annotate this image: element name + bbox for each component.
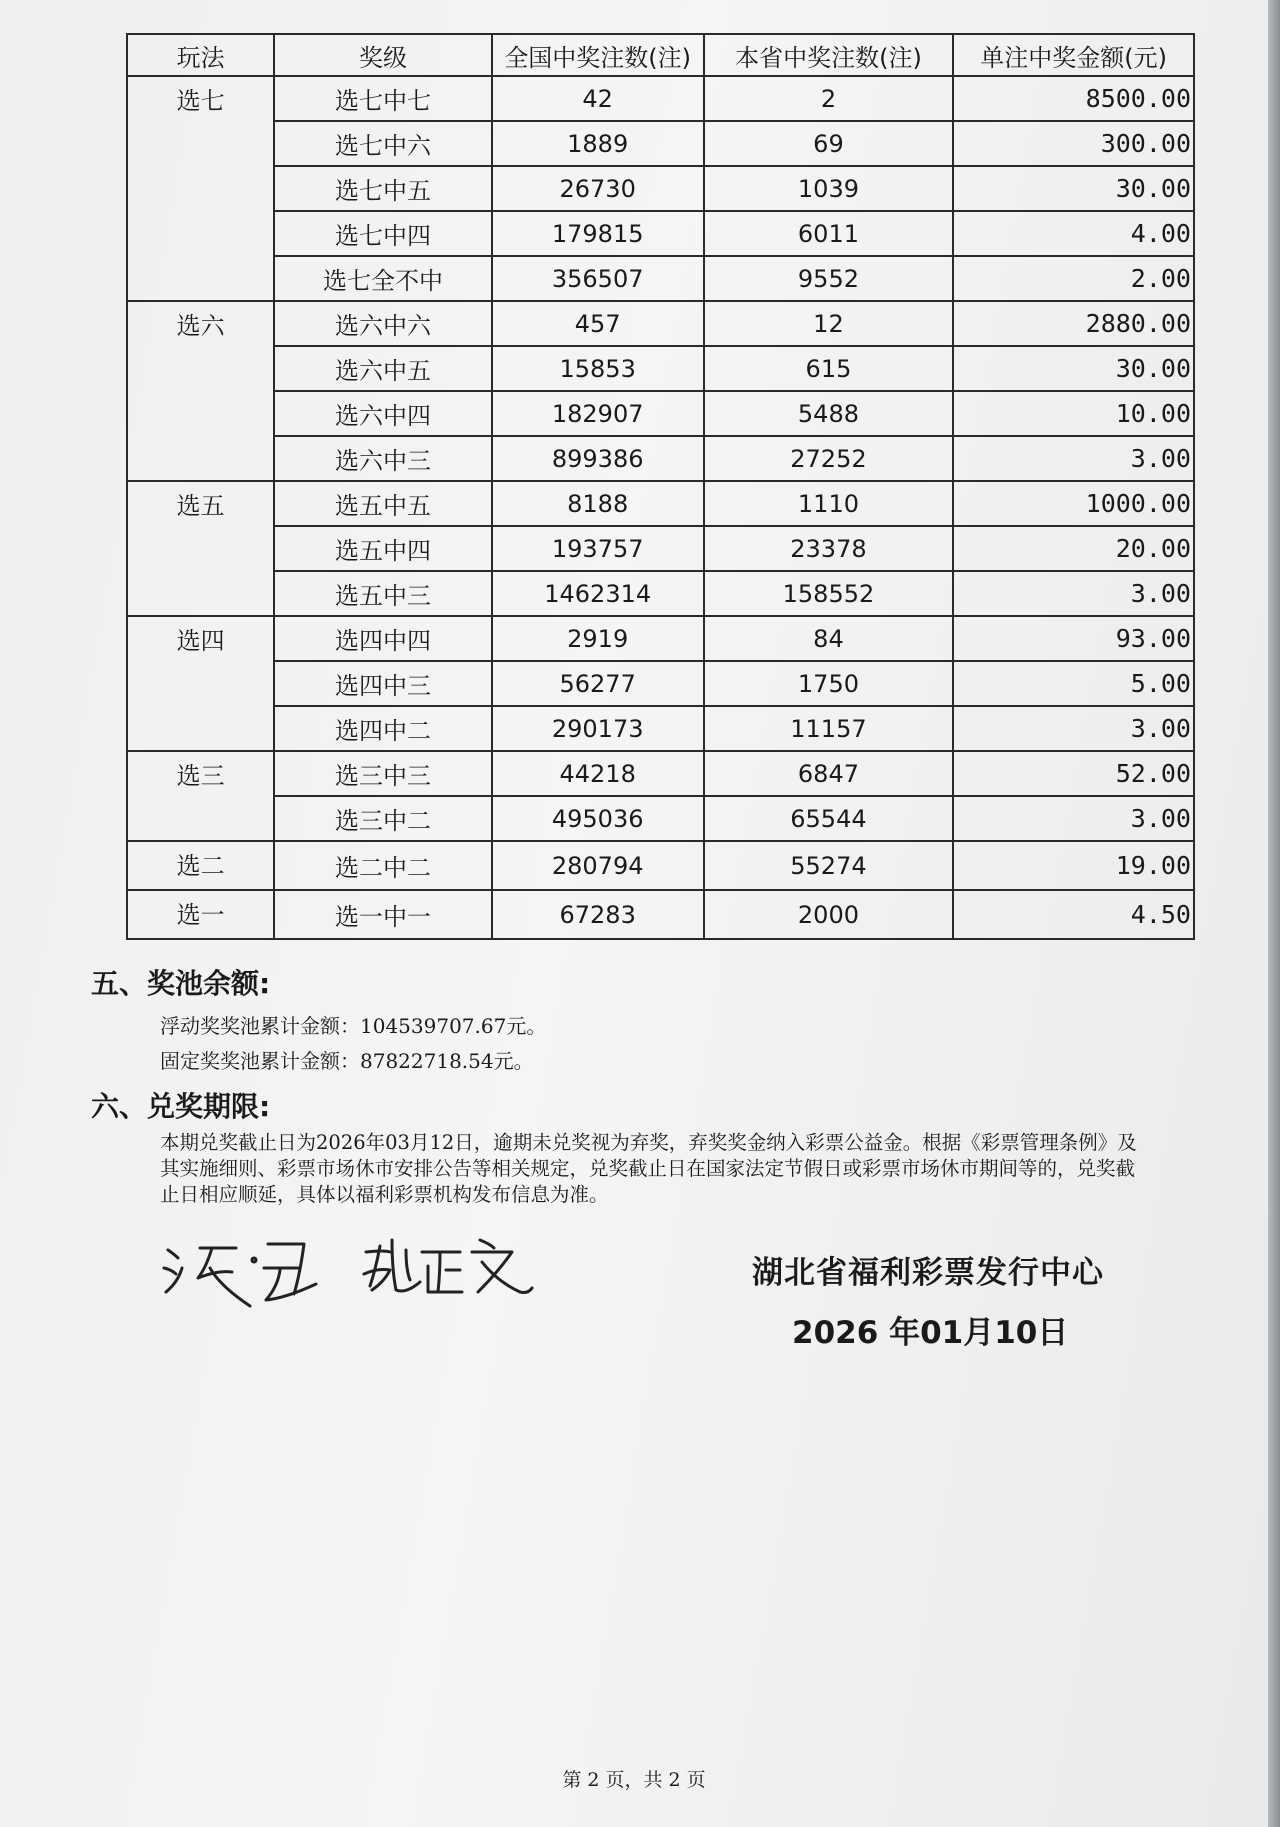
header-province-count: 本省中奖注数(注)	[704, 34, 954, 76]
table-row	[127, 890, 1194, 939]
issuer-organization: 湖北省福利彩票发行中心	[752, 1255, 1104, 1291]
prize-level-cell: 选七中六	[274, 121, 491, 166]
national-count-cell: 193757	[492, 526, 704, 571]
prize-amount-cell: 2.00	[953, 256, 1194, 301]
prize-amount-cell: 19.00	[953, 841, 1194, 890]
prize-level-cell: 选六中三	[274, 436, 491, 481]
national-count-cell: 56277	[492, 661, 704, 706]
province-count-cell: 158552	[704, 571, 954, 616]
province-count-cell: 1039	[704, 166, 954, 211]
header-national-count: 全国中奖注数(注)	[492, 34, 704, 76]
prize-amount-cell: 8500.00	[953, 76, 1194, 121]
prize-amount-cell: 3.00	[953, 571, 1194, 616]
province-count-cell: 69	[704, 121, 954, 166]
header-level: 奖级	[274, 34, 491, 76]
national-count-cell: 179815	[492, 211, 704, 256]
prize-amount-cell: 30.00	[953, 346, 1194, 391]
national-count-cell: 2919	[492, 616, 704, 661]
play-type-cell: 选五	[127, 481, 274, 616]
province-count-cell: 6011	[704, 211, 954, 256]
page-footer: 第 2 页，共 2 页	[562, 1769, 706, 1791]
table-row	[127, 391, 1194, 436]
province-count-cell: 65544	[704, 796, 954, 841]
province-count-cell: 84	[704, 616, 954, 661]
prize-level-cell: 选二中二	[274, 841, 491, 890]
national-count-cell: 280794	[492, 841, 704, 890]
prize-level-cell: 选四中四	[274, 616, 491, 661]
national-count-cell: 44218	[492, 751, 704, 796]
province-count-cell: 2000	[704, 890, 954, 939]
pool-section-title: 五、奖池余额:	[91, 967, 271, 1000]
prize-amount-cell: 3.00	[953, 796, 1194, 841]
prize-amount-cell: 93.00	[953, 616, 1194, 661]
table-row	[127, 436, 1194, 481]
table-row	[127, 751, 1194, 796]
prize-level-cell: 选三中二	[274, 796, 491, 841]
national-count-cell: 356507	[492, 256, 704, 301]
prize-amount-cell: 300.00	[953, 121, 1194, 166]
table-row	[127, 526, 1194, 571]
prize-level-cell: 选五中四	[274, 526, 491, 571]
play-type-cell: 选七	[127, 76, 274, 301]
prize-table	[126, 33, 1195, 940]
prize-level-cell: 选七中七	[274, 76, 491, 121]
header-prize-amount: 单注中奖金额(元)	[953, 34, 1194, 76]
national-count-cell: 26730	[492, 166, 704, 211]
deadline-section-title: 六、兑奖期限:	[91, 1090, 271, 1123]
national-count-cell: 495036	[492, 796, 704, 841]
play-type-cell: 选一	[127, 890, 274, 939]
table-row	[127, 796, 1194, 841]
national-count-cell: 15853	[492, 346, 704, 391]
prize-amount-cell: 20.00	[953, 526, 1194, 571]
page-edge-shadow	[1268, 0, 1280, 1827]
prize-amount-cell: 5.00	[953, 661, 1194, 706]
province-count-cell: 5488	[704, 391, 954, 436]
national-count-cell: 67283	[492, 890, 704, 939]
prize-level-cell: 选六中四	[274, 391, 491, 436]
national-count-cell: 457	[492, 301, 704, 346]
table-row	[127, 481, 1194, 526]
table-row	[127, 301, 1194, 346]
play-type-cell: 选六	[127, 301, 274, 481]
prize-amount-cell: 52.00	[953, 751, 1194, 796]
prize-amount-cell: 4.00	[953, 211, 1194, 256]
prize-level-cell: 选四中三	[274, 661, 491, 706]
prize-level-cell: 选五中三	[274, 571, 491, 616]
prize-level-cell: 选七中五	[274, 166, 491, 211]
prize-level-cell: 选六中五	[274, 346, 491, 391]
prize-level-cell: 选七全不中	[274, 256, 491, 301]
header-play: 玩法	[127, 34, 274, 76]
province-count-cell: 11157	[704, 706, 954, 751]
prize-level-cell: 选三中三	[274, 751, 491, 796]
prize-level-cell: 选七中四	[274, 211, 491, 256]
fixed-pool-line: 固定奖奖池累计金额：87822718.54元。	[160, 1049, 534, 1073]
table-row	[127, 616, 1194, 661]
province-count-cell: 55274	[704, 841, 954, 890]
prize-amount-cell: 30.00	[953, 166, 1194, 211]
table-row	[127, 661, 1194, 706]
table-row	[127, 76, 1194, 121]
prize-level-cell: 选一中一	[274, 890, 491, 939]
table-body	[127, 76, 1194, 939]
national-count-cell: 42	[492, 76, 704, 121]
province-count-cell: 27252	[704, 436, 954, 481]
prize-level-cell: 选六中六	[274, 301, 491, 346]
national-count-cell: 899386	[492, 436, 704, 481]
national-count-cell: 1889	[492, 121, 704, 166]
national-count-cell: 1462314	[492, 571, 704, 616]
prize-amount-cell: 10.00	[953, 391, 1194, 436]
province-count-cell: 2	[704, 76, 954, 121]
national-count-cell: 8188	[492, 481, 704, 526]
play-type-cell: 选二	[127, 841, 274, 890]
province-count-cell: 9552	[704, 256, 954, 301]
play-type-cell: 选三	[127, 751, 274, 841]
handwritten-signatures	[160, 1230, 580, 1320]
prize-level-cell: 选五中五	[274, 481, 491, 526]
table-row	[127, 841, 1194, 890]
deadline-paragraph: 本期兑奖截止日为2026年03月12日，逾期未兑奖视为弃奖，弃奖奖金纳入彩票公益金。根据《彩票管理条例》及其实施细则、彩票市场休市安排公告等相关规定，兑奖截止日在国家法定节假日或彩票市场休市期间等的，兑奖截止日相应顺延，具体以福利彩票机构发布信息为准。	[160, 1131, 1137, 1206]
province-count-cell: 1110	[704, 481, 954, 526]
prize-amount-cell: 1000.00	[953, 481, 1194, 526]
issue-date: 2026 年01月10日	[792, 1315, 1069, 1351]
floating-pool-line: 浮动奖奖池累计金额：104539707.67元。	[160, 1014, 547, 1038]
province-count-cell: 1750	[704, 661, 954, 706]
table-row	[127, 571, 1194, 616]
table-row	[127, 346, 1194, 391]
table-row	[127, 121, 1194, 166]
national-count-cell: 182907	[492, 391, 704, 436]
table-row	[127, 211, 1194, 256]
national-count-cell: 290173	[492, 706, 704, 751]
prize-level-cell: 选四中二	[274, 706, 491, 751]
prize-amount-cell: 4.50	[953, 890, 1194, 939]
province-count-cell: 23378	[704, 526, 954, 571]
province-count-cell: 12	[704, 301, 954, 346]
prize-amount-cell: 2880.00	[953, 301, 1194, 346]
table-row	[127, 256, 1194, 301]
table-row	[127, 166, 1194, 211]
table-row	[127, 706, 1194, 751]
prize-amount-cell: 3.00	[953, 436, 1194, 481]
province-count-cell: 6847	[704, 751, 954, 796]
prize-amount-cell: 3.00	[953, 706, 1194, 751]
play-type-cell: 选四	[127, 616, 274, 751]
province-count-cell: 615	[704, 346, 954, 391]
table-header-row	[127, 34, 1194, 76]
